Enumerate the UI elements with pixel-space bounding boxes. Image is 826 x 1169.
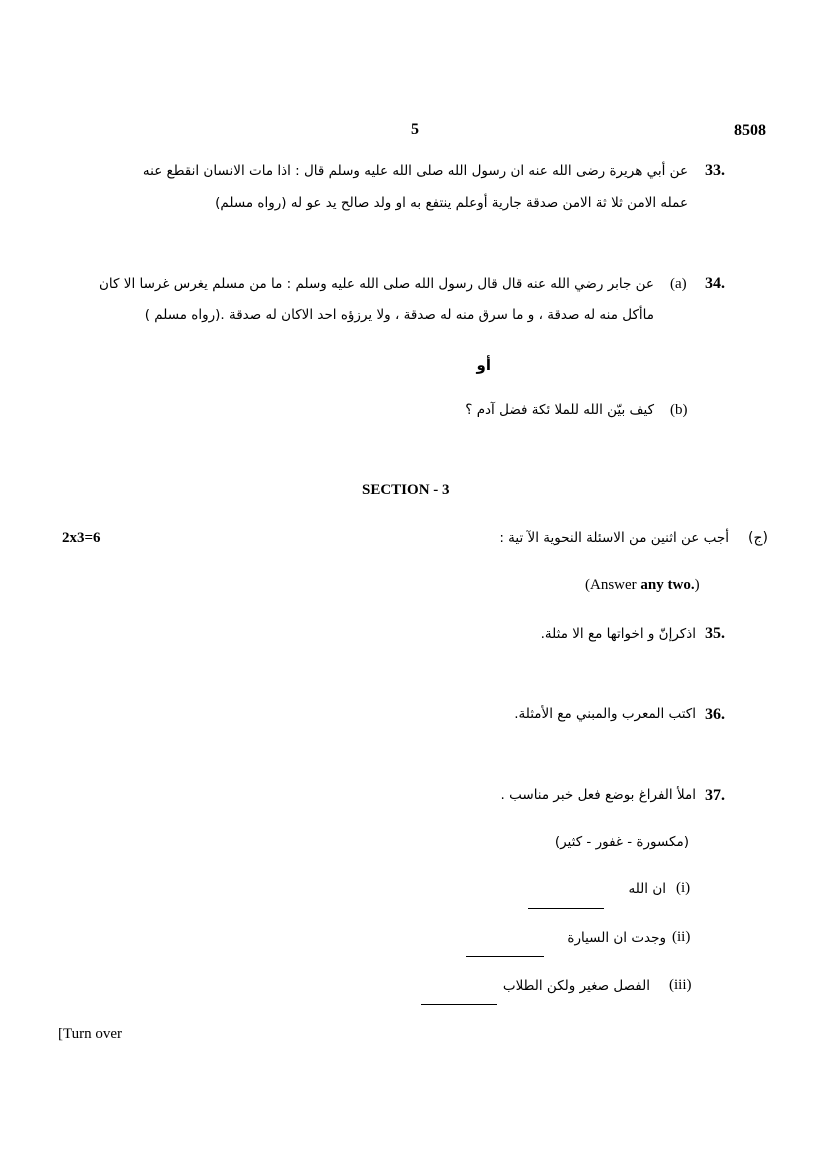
question-36-text: اكتب المعرب والمبني مع الأمثلة. bbox=[514, 706, 696, 722]
question-34a-line-2: ماأكل منه له صدقة ، و ما سرق منه له صدقة ، ولا يرزؤه احد الاكان له صدقة .(رواه مسلم ) bbox=[144, 307, 654, 323]
question-33-line-1: عن أبي هريرة رضى الله عنه ان رسول الله صلى الله عليه وسلم قال : اذا مات الانسان انقطع عنه bbox=[142, 163, 688, 179]
question-37-item-1-text: ان الله bbox=[628, 881, 666, 897]
turn-over: [Turn over bbox=[58, 1026, 123, 1042]
question-37-item-1-label: (i) bbox=[676, 880, 691, 896]
question-37-item-2-label: (ii) bbox=[672, 929, 691, 945]
answer-instruction: (Answer any two.) bbox=[585, 577, 700, 593]
section-3-label: (ج) bbox=[748, 530, 768, 546]
question-37-item-3-text: الفصل صغير ولكن الطلاب bbox=[502, 978, 650, 994]
question-35-number: 35. bbox=[705, 625, 725, 642]
question-37-item-2-blank bbox=[466, 942, 544, 961]
section-3-instruction: أجب عن اثنين من الاسئلة النحوية الآ تية : bbox=[499, 530, 729, 546]
question-37-item-3-label: (iii) bbox=[669, 977, 692, 993]
question-37-item-1-blank bbox=[528, 894, 604, 913]
question-35-text: اذكرإنّ و اخواتها مع الا مثلة. bbox=[540, 626, 696, 642]
question-34a-label: (a) bbox=[670, 276, 687, 292]
question-37-item-2-text: وجدت ان السيارة bbox=[567, 930, 666, 946]
or-separator: أو bbox=[476, 356, 491, 374]
question-34a-line-1: عن جابر رضي الله عنه قال قال رسول الله صلى الله عليه وسلم : ما من مسلم يغرس غرسا الا كان bbox=[99, 276, 654, 292]
question-33-number: 33. bbox=[705, 162, 725, 179]
question-37-number: 37. bbox=[705, 787, 725, 804]
question-33-line-2: عمله الامن ثلا ثة الامن صدقة جارية أوعلم ينتفع به او ولد صالح يد عو له (رواه مسلم) bbox=[215, 195, 688, 211]
question-37-text: املأ الفراغ بوضع فعل خبر مناسب . bbox=[500, 787, 696, 803]
page-number: 5 bbox=[411, 121, 419, 138]
question-37-item-3-blank bbox=[421, 990, 497, 1009]
question-34-number: 34. bbox=[705, 275, 725, 292]
question-36-number: 36. bbox=[705, 706, 725, 723]
paper-code: 8508 bbox=[734, 122, 766, 139]
section-3-marks: 2x3=6 bbox=[62, 530, 101, 546]
question-34b-text: كيف بيّن الله للملا ئكة فضل آدم ؟ bbox=[465, 402, 654, 418]
question-34b-label: (b) bbox=[670, 402, 688, 418]
question-37-options: (مكسورة - غفور - كثير) bbox=[554, 834, 689, 850]
section-3-title: SECTION - 3 bbox=[362, 482, 450, 498]
